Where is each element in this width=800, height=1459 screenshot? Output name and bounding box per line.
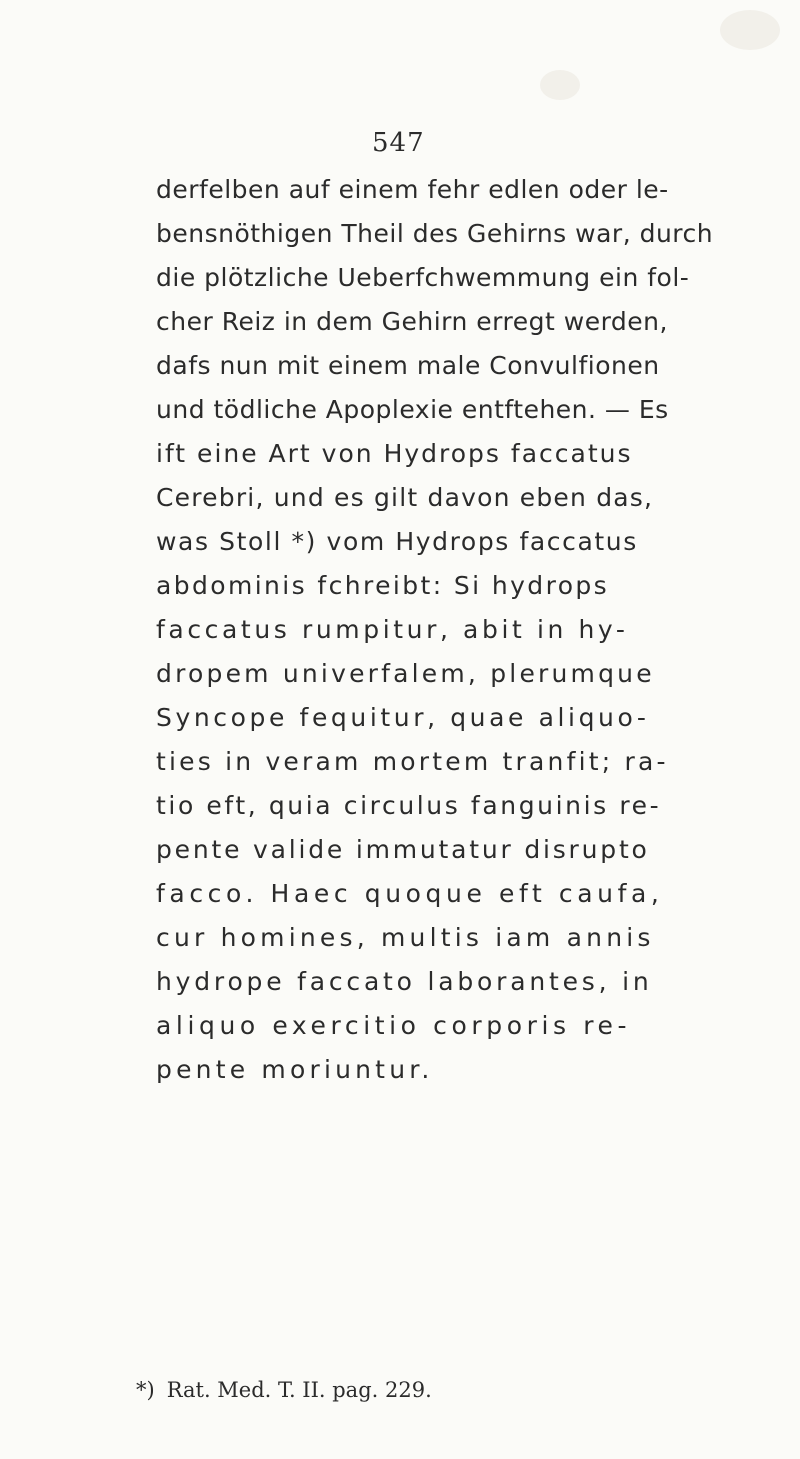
text-line: dafs nun mit einem male Convulfionen bbox=[156, 351, 660, 380]
text-line: was Stoll *) vom Hydrops faccatus bbox=[156, 527, 638, 556]
text-line: ift eine Art von Hydrops faccatus bbox=[156, 439, 633, 468]
paper-stain bbox=[720, 10, 780, 50]
body-text bbox=[156, 168, 726, 1092]
text-line: pente valide immutatur disrupto bbox=[156, 835, 650, 864]
text-line: ties in veram mortem tranfit; ra- bbox=[156, 747, 669, 776]
text-line: derfelben auf einem fehr edlen oder le- bbox=[156, 175, 669, 204]
page-number: 547 bbox=[372, 128, 425, 158]
text-line: cher Reiz in dem Gehirn erregt werden, bbox=[156, 307, 668, 336]
text-line: Cerebri, und es gilt davon eben das, bbox=[156, 483, 654, 512]
footnote-text: Rat. Med. T. II. pag. 229. bbox=[166, 1378, 432, 1402]
text-line: die plötzliche Ueberfchwemmung ein fol- bbox=[156, 263, 690, 292]
footnote bbox=[136, 1378, 432, 1402]
text-line: aliquo exercitio corporis re- bbox=[156, 1011, 632, 1040]
text-line: dropem univerfalem, plerumque bbox=[156, 659, 655, 688]
text-line: tio eft, quia circulus fanguinis re- bbox=[156, 791, 662, 820]
text-line: und tödliche Apoplexie entftehen. — Es bbox=[156, 395, 669, 424]
text-line: cur homines, multis iam annis bbox=[156, 923, 655, 952]
text-line: bensnöthigen Theil des Gehirns war, durch bbox=[156, 219, 714, 248]
text-line: faccatus rumpitur, abit in hy- bbox=[156, 615, 629, 644]
text-line: Syncope fequitur, quae aliquo- bbox=[156, 703, 650, 732]
text-line: abdominis fchreibt: Si hydrops bbox=[156, 571, 610, 600]
text-line: facco. Haec quoque eft caufa, bbox=[156, 879, 664, 908]
paper-stain bbox=[540, 70, 580, 100]
footnote-mark: *) bbox=[136, 1378, 155, 1402]
text-line: hydrope faccato laborantes, in bbox=[156, 967, 653, 996]
text-line: pente moriuntur. bbox=[156, 1055, 434, 1084]
